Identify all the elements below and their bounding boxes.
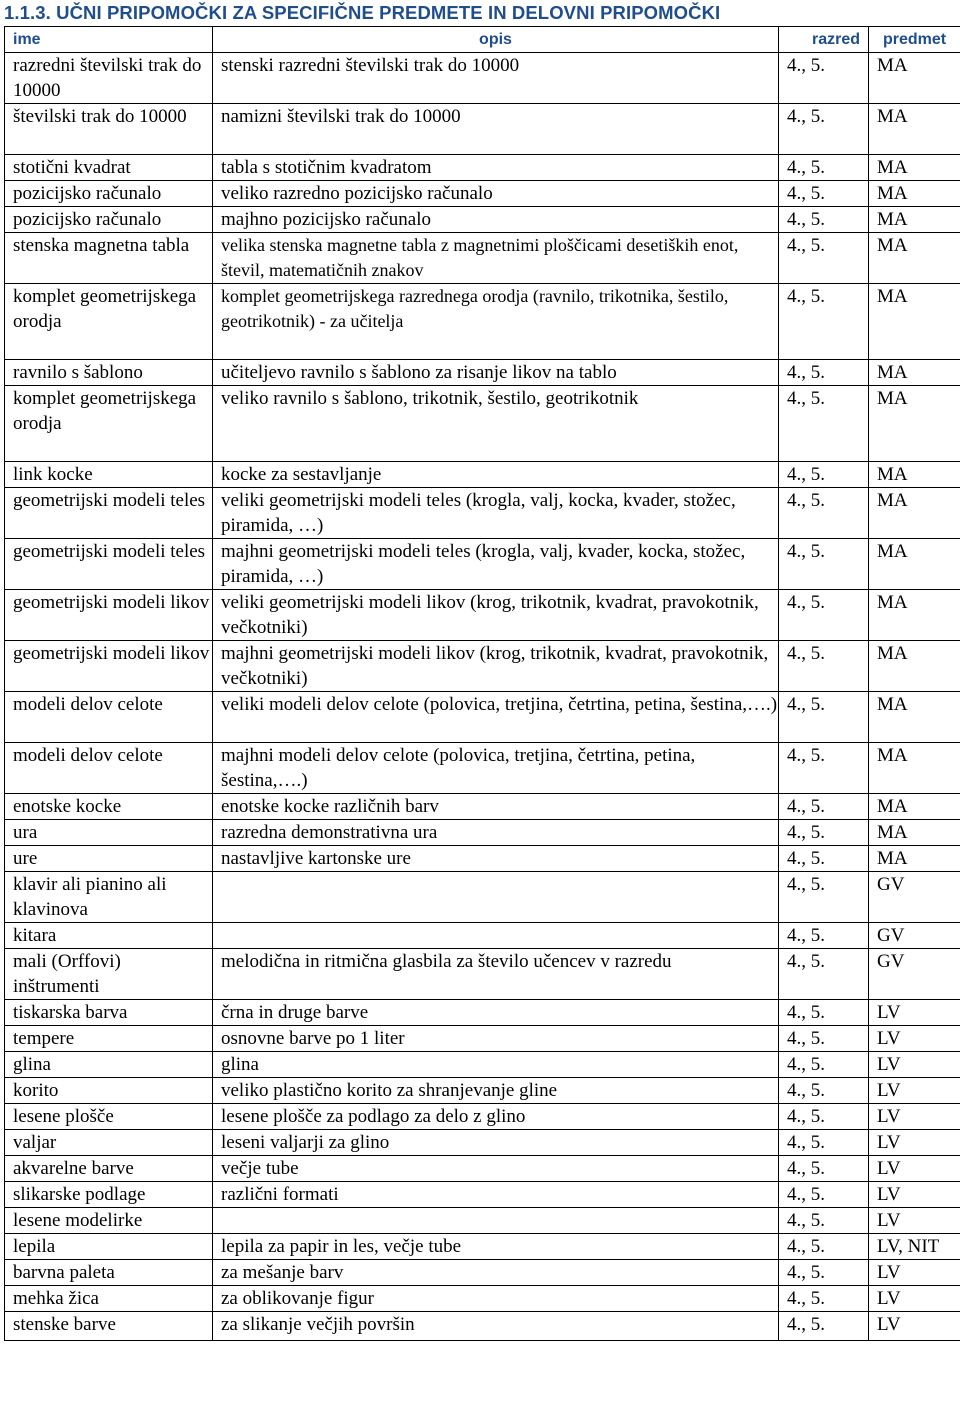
cell-predmet: MA	[869, 207, 960, 233]
column-header-predmet: predmet	[869, 27, 960, 53]
cell-razred: 4., 5.	[779, 949, 869, 1000]
cell-razred: 4., 5.	[779, 488, 869, 539]
cell-opis: majhno pozicijsko računalo	[213, 207, 779, 233]
equipment-table	[4, 26, 960, 1341]
cell-ime: enotske kocke	[5, 794, 213, 820]
cell-ime: lepila	[5, 1234, 213, 1260]
cell-opis: za slikanje večjih površin	[213, 1312, 779, 1341]
cell-ime: valjar	[5, 1130, 213, 1156]
cell-opis: veliko plastično korito za shranjevanje gline	[213, 1078, 779, 1104]
table-row	[5, 641, 960, 692]
cell-ime: geometrijski modeli likov	[5, 641, 213, 692]
cell-ime: akvarelne barve	[5, 1156, 213, 1182]
cell-ime: geometrijski modeli teles	[5, 539, 213, 590]
cell-ime: glina	[5, 1052, 213, 1078]
cell-predmet: MA	[869, 488, 960, 539]
cell-opis: namizni številski trak do 10000	[213, 104, 779, 155]
cell-razred: 4., 5.	[779, 923, 869, 949]
cell-predmet: LV	[869, 1078, 960, 1104]
cell-razred: 4., 5.	[779, 181, 869, 207]
cell-opis: majhni geometrijski modeli likov (krog, trikotnik, kvadrat, pravokotnik, večkotniki)	[213, 641, 779, 692]
cell-predmet: GV	[869, 949, 960, 1000]
cell-opis	[213, 923, 779, 949]
cell-razred: 4., 5.	[779, 462, 869, 488]
cell-razred: 4., 5.	[779, 846, 869, 872]
cell-ime: mali (Orffovi) inštrumenti	[5, 949, 213, 1000]
cell-razred: 4., 5.	[779, 104, 869, 155]
cell-opis: razredna demonstrativna ura	[213, 820, 779, 846]
cell-predmet: MA	[869, 233, 960, 284]
cell-predmet: LV, NIT	[869, 1234, 960, 1260]
cell-razred: 4., 5.	[779, 386, 869, 462]
cell-ime: stenske barve	[5, 1312, 213, 1341]
cell-opis: kocke za sestavljanje	[213, 462, 779, 488]
cell-ime: stotični kvadrat	[5, 155, 213, 181]
cell-razred: 4., 5.	[779, 1000, 869, 1026]
cell-opis: lepila za papir in les, večje tube	[213, 1234, 779, 1260]
cell-predmet: GV	[869, 872, 960, 923]
cell-predmet: LV	[869, 1156, 960, 1182]
cell-ime: modeli delov celote	[5, 743, 213, 794]
cell-predmet: MA	[869, 820, 960, 846]
cell-ime: tempere	[5, 1026, 213, 1052]
cell-opis: lesene plošče za podlago za delo z glino	[213, 1104, 779, 1130]
cell-predmet: LV	[869, 1000, 960, 1026]
cell-razred: 4., 5.	[779, 539, 869, 590]
cell-ime: komplet geometrijskega orodja	[5, 386, 213, 462]
cell-predmet: LV	[869, 1286, 960, 1312]
column-header-ime: ime	[5, 27, 213, 53]
table-row	[5, 692, 960, 743]
cell-razred: 4., 5.	[779, 1234, 869, 1260]
cell-razred: 4., 5.	[779, 1052, 869, 1078]
cell-razred: 4., 5.	[779, 820, 869, 846]
table-row	[5, 1104, 960, 1130]
cell-ime: lesene modelirke	[5, 1208, 213, 1234]
cell-razred: 4., 5.	[779, 360, 869, 386]
cell-razred: 4., 5.	[779, 1078, 869, 1104]
cell-opis: melodična in ritmična glasbila za število učencev v razredu	[213, 949, 779, 1000]
cell-ime: klavir ali pianino ali klavinova	[5, 872, 213, 923]
cell-opis: veliko razredno pozicijsko računalo	[213, 181, 779, 207]
cell-opis: velika stenska magnetne tabla z magnetnimi ploščicami desetiških enot, števil, matematičnih znakov	[213, 233, 779, 284]
cell-predmet: GV	[869, 923, 960, 949]
table-body	[5, 53, 960, 1341]
cell-razred: 4., 5.	[779, 1208, 869, 1234]
cell-razred: 4., 5.	[779, 1026, 869, 1052]
cell-ime: korito	[5, 1078, 213, 1104]
table-row	[5, 462, 960, 488]
cell-razred: 4., 5.	[779, 641, 869, 692]
cell-ime: pozicijsko računalo	[5, 207, 213, 233]
table-row	[5, 181, 960, 207]
table-row	[5, 1000, 960, 1026]
cell-opis: različni formati	[213, 1182, 779, 1208]
cell-razred: 4., 5.	[779, 743, 869, 794]
cell-opis: glina	[213, 1052, 779, 1078]
section-heading: 1.1.3. UČNI PRIPOMOČKI ZA SPECIFIČNE PREDMETE IN DELOVNI PRIPOMOČKI	[4, 2, 721, 23]
cell-razred: 4., 5.	[779, 1182, 869, 1208]
cell-ime: številski trak do 10000	[5, 104, 213, 155]
cell-ime: ura	[5, 820, 213, 846]
cell-razred: 4., 5.	[779, 155, 869, 181]
cell-razred: 4., 5.	[779, 794, 869, 820]
table-row	[5, 1208, 960, 1234]
cell-razred: 4., 5.	[779, 692, 869, 743]
table-row	[5, 1026, 960, 1052]
cell-predmet: LV	[869, 1312, 960, 1341]
table-row	[5, 488, 960, 539]
cell-opis: nastavljive kartonske ure	[213, 846, 779, 872]
cell-predmet: MA	[869, 360, 960, 386]
table-row	[5, 539, 960, 590]
cell-predmet: LV	[869, 1208, 960, 1234]
cell-opis: večje tube	[213, 1156, 779, 1182]
cell-predmet: MA	[869, 794, 960, 820]
cell-opis: komplet geometrijskega razrednega orodja (ravnilo, trikotnika, šestilo, geotrikotnik) - za učitelja	[213, 284, 779, 360]
cell-ime: slikarske podlage	[5, 1182, 213, 1208]
table-row	[5, 949, 960, 1000]
cell-ime: mehka žica	[5, 1286, 213, 1312]
cell-ime: stenska magnetna tabla	[5, 233, 213, 284]
table-row	[5, 1234, 960, 1260]
cell-predmet: MA	[869, 590, 960, 641]
cell-opis: za oblikovanje figur	[213, 1286, 779, 1312]
column-header-opis: opis	[213, 27, 779, 53]
cell-predmet: MA	[869, 743, 960, 794]
table-row	[5, 207, 960, 233]
table-row	[5, 1078, 960, 1104]
table-row	[5, 155, 960, 181]
cell-razred: 4., 5.	[779, 1130, 869, 1156]
cell-razred: 4., 5.	[779, 590, 869, 641]
table-row	[5, 104, 960, 155]
table-row	[5, 1052, 960, 1078]
cell-ime: kitara	[5, 923, 213, 949]
cell-ime: barvna paleta	[5, 1260, 213, 1286]
cell-predmet: MA	[869, 104, 960, 155]
cell-opis: leseni valjarji za glino	[213, 1130, 779, 1156]
table-row	[5, 284, 960, 360]
cell-razred: 4., 5.	[779, 1260, 869, 1286]
cell-opis	[213, 872, 779, 923]
cell-opis: veliki modeli delov celote (polovica, tretjina, četrtina, petina, šestina,….)	[213, 692, 779, 743]
cell-razred: 4., 5.	[779, 1104, 869, 1130]
cell-opis: enotske kocke različnih barv	[213, 794, 779, 820]
cell-predmet: LV	[869, 1260, 960, 1286]
cell-ime: geometrijski modeli likov	[5, 590, 213, 641]
table-header-row	[5, 27, 960, 53]
cell-predmet: MA	[869, 155, 960, 181]
cell-opis: stenski razredni številski trak do 10000	[213, 53, 779, 104]
table-row	[5, 1156, 960, 1182]
cell-opis	[213, 1208, 779, 1234]
cell-razred: 4., 5.	[779, 53, 869, 104]
cell-predmet: LV	[869, 1182, 960, 1208]
cell-predmet: LV	[869, 1130, 960, 1156]
cell-predmet: LV	[869, 1052, 960, 1078]
cell-ime: komplet geometrijskega orodja	[5, 284, 213, 360]
table-row	[5, 872, 960, 923]
cell-razred: 4., 5.	[779, 1286, 869, 1312]
cell-razred: 4., 5.	[779, 872, 869, 923]
cell-ime: razredni številski trak do 10000	[5, 53, 213, 104]
table-row	[5, 1182, 960, 1208]
cell-opis: veliki geometrijski modeli likov (krog, trikotnik, kvadrat, pravokotnik, večkotniki)	[213, 590, 779, 641]
cell-predmet: MA	[869, 641, 960, 692]
cell-opis: za mešanje barv	[213, 1260, 779, 1286]
table-row	[5, 1260, 960, 1286]
cell-predmet: LV	[869, 1104, 960, 1130]
cell-predmet: MA	[869, 462, 960, 488]
table-row	[5, 846, 960, 872]
cell-ime: lesene plošče	[5, 1104, 213, 1130]
cell-opis: veliki geometrijski modeli teles (krogla, valj, kocka, kvader, stožec, piramida, …)	[213, 488, 779, 539]
cell-opis: osnovne barve po 1 liter	[213, 1026, 779, 1052]
cell-ime: pozicijsko računalo	[5, 181, 213, 207]
cell-razred: 4., 5.	[779, 1156, 869, 1182]
cell-opis: črna in druge barve	[213, 1000, 779, 1026]
cell-predmet: MA	[869, 846, 960, 872]
table-row	[5, 360, 960, 386]
cell-ime: ure	[5, 846, 213, 872]
cell-opis: učiteljevo ravnilo s šablono za risanje likov na tablo	[213, 360, 779, 386]
table-row	[5, 53, 960, 104]
cell-predmet: MA	[869, 284, 960, 360]
table-row	[5, 1286, 960, 1312]
cell-predmet: LV	[869, 1026, 960, 1052]
cell-razred: 4., 5.	[779, 1312, 869, 1341]
column-header-razred: razred	[779, 27, 869, 53]
cell-opis: tabla s stotičnim kvadratom	[213, 155, 779, 181]
cell-opis: majhni geometrijski modeli teles (krogla, valj, kvader, kocka, stožec, piramida, …)	[213, 539, 779, 590]
cell-ime: tiskarska barva	[5, 1000, 213, 1026]
cell-razred: 4., 5.	[779, 207, 869, 233]
table-row	[5, 1312, 960, 1341]
cell-ime: geometrijski modeli teles	[5, 488, 213, 539]
table-row	[5, 820, 960, 846]
table-row	[5, 743, 960, 794]
cell-razred: 4., 5.	[779, 233, 869, 284]
cell-ime: ravnilo s šablono	[5, 360, 213, 386]
cell-predmet: MA	[869, 692, 960, 743]
cell-opis: majhni modeli delov celote (polovica, tretjina, četrtina, petina, šestina,….)	[213, 743, 779, 794]
table-row	[5, 233, 960, 284]
cell-predmet: MA	[869, 539, 960, 590]
table-row	[5, 794, 960, 820]
table-row	[5, 386, 960, 462]
table-row	[5, 590, 960, 641]
cell-ime: link kocke	[5, 462, 213, 488]
table-row	[5, 923, 960, 949]
cell-ime: modeli delov celote	[5, 692, 213, 743]
cell-razred: 4., 5.	[779, 284, 869, 360]
table-row	[5, 1130, 960, 1156]
cell-opis: veliko ravnilo s šablono, trikotnik, šestilo, geotrikotnik	[213, 386, 779, 462]
cell-predmet: MA	[869, 53, 960, 104]
cell-predmet: MA	[869, 386, 960, 462]
cell-predmet: MA	[869, 181, 960, 207]
